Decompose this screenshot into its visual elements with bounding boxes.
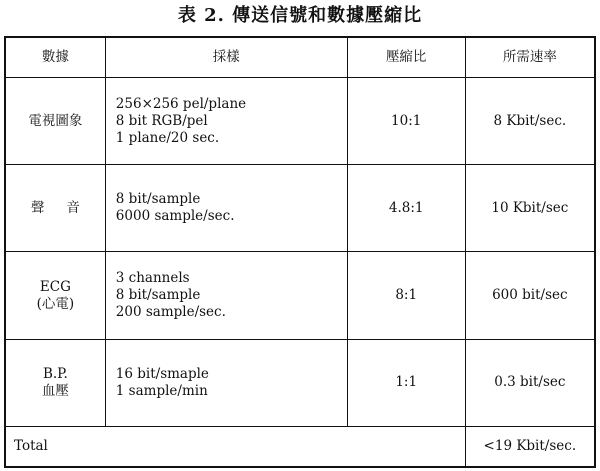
sampling-line: 8 bit/sample (115, 287, 201, 304)
row-name-cell (5, 252, 105, 339)
sampling-line: 200 sample/sec. (115, 304, 226, 321)
row-name-cell (5, 165, 105, 252)
sampling-line: 3 channels (115, 270, 190, 287)
header-rate: 所需速率 (465, 37, 595, 78)
row-sampling-cell (105, 339, 347, 426)
row-name-sub: (心電) (36, 295, 75, 312)
row-compression: 1:1 (347, 339, 465, 426)
row-name-cell (5, 78, 105, 165)
sampling-line: 8 bit/sample (115, 191, 201, 208)
table-caption: 表 2. 傳送信號和數據壓縮比 (177, 5, 423, 26)
header-row (5, 37, 595, 78)
total-row (5, 426, 595, 467)
row-sampling-cell (105, 78, 347, 165)
row-name-sub: 血壓 (41, 382, 69, 399)
total-rate: <19 Kbit/sec. (465, 426, 595, 467)
sampling-line: 6000 sample/sec. (115, 208, 235, 225)
sampling-line: 1 sample/min (115, 382, 208, 399)
row-compression: 4.8:1 (347, 165, 465, 252)
row-rate: 600 bit/sec (465, 252, 595, 339)
row-sampling-cell (105, 252, 347, 339)
table-row (5, 339, 595, 426)
sampling-line: 256×256 pel/plane (115, 95, 247, 112)
row-compression: 10:1 (347, 78, 465, 165)
row-name: ECG (39, 278, 71, 295)
row-name: B.P. (42, 365, 68, 382)
table-row (5, 252, 595, 339)
row-name-cell (5, 339, 105, 426)
header-data: 數據 (5, 37, 105, 78)
total-label: Total (5, 426, 465, 467)
row-compression: 8:1 (347, 252, 465, 339)
row-name: 電視圖象 (28, 112, 83, 129)
row-sampling-cell (105, 165, 347, 252)
row-name: 聲音 (30, 199, 102, 216)
row-rate: 10 Kbit/sec (465, 165, 595, 252)
table-row (5, 78, 595, 165)
data-compression-table (4, 36, 596, 468)
row-rate: 0.3 bit/sec (465, 339, 595, 426)
header-compression: 壓縮比 (347, 37, 465, 78)
header-sampling: 採樣 (105, 37, 347, 78)
row-rate: 8 Kbit/sec. (465, 78, 595, 165)
table-row (5, 165, 595, 252)
sampling-line: 1 plane/20 sec. (115, 129, 220, 146)
sampling-line: 8 bit RGB/pel (115, 112, 208, 129)
sampling-line: 16 bit/smaple (115, 365, 209, 382)
